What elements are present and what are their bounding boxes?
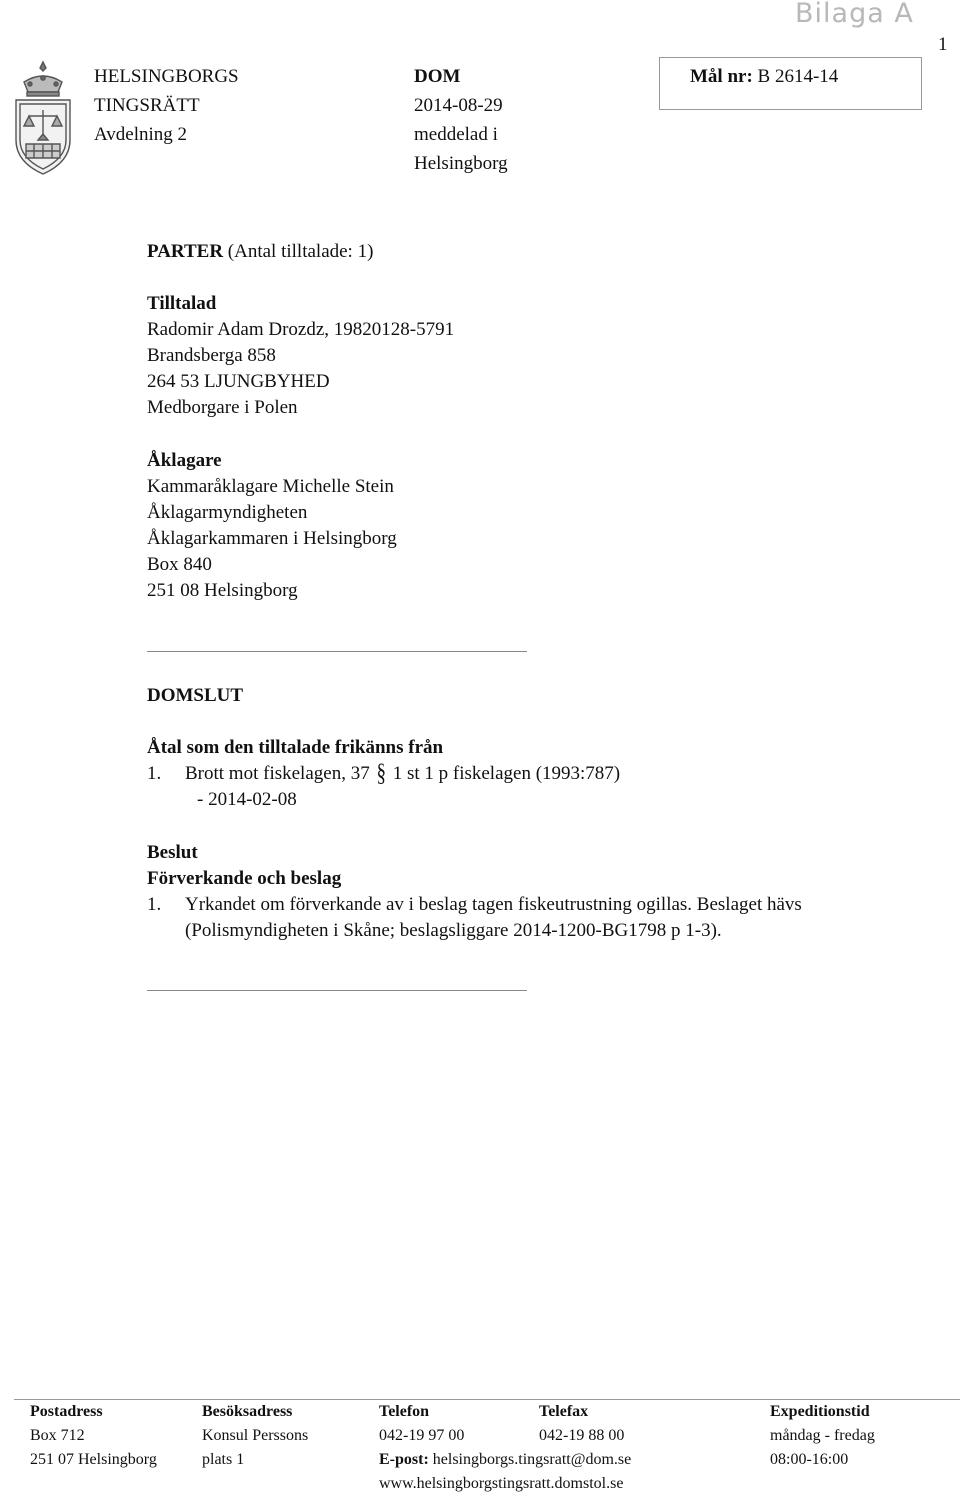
document-date: 2014-08-29 <box>414 95 503 116</box>
footer-label: Expeditionstid <box>770 1403 870 1420</box>
section-sign: § <box>376 759 386 788</box>
footer-email-link[interactable]: helsingborgs.tingsratt@dom.se <box>432 1451 632 1468</box>
acquittal-item-date: - 2014-02-08 <box>197 789 297 810</box>
footer-postadress <box>30 1400 157 1472</box>
footer-value: 042-19 97 00 <box>379 1427 465 1444</box>
section-divider <box>147 651 527 652</box>
forfeiture-item-line: (Polismyndigheten i Skåne; beslagsliggare 2014-1200-BG1798 p 1-3). <box>185 920 722 941</box>
footer-value: Box 712 <box>30 1427 85 1444</box>
footer-value: 042-19 88 00 <box>539 1427 625 1444</box>
footer-web-link[interactable]: www.helsingborgstingsratt.domstol.se <box>379 1475 624 1492</box>
footer-besoksadress <box>202 1400 308 1472</box>
court-division: Avdelning 2 <box>94 124 188 145</box>
document-issued-line: meddelad i <box>414 124 498 145</box>
acquittal-heading: Åtal som den tilltalade frikänns från <box>147 737 444 758</box>
defendant-line: Brandsberga 858 <box>147 345 276 366</box>
court-name-line1: HELSINGBORGS <box>94 66 239 87</box>
prosecutor-line: 251 08 Helsingborg <box>147 580 298 601</box>
defendant-line: 264 53 LJUNGBYHED <box>147 371 330 392</box>
footer-telefax <box>539 1400 624 1448</box>
footer-value: 08:00-16:00 <box>770 1451 849 1468</box>
document-type: DOM <box>414 66 461 87</box>
parter-heading: PARTER <box>147 241 224 262</box>
domslut-heading: DOMSLUT <box>147 685 244 706</box>
case-number-box <box>659 57 922 110</box>
forfeiture-item-number: 1. <box>147 894 162 915</box>
court-name-line2: TINGSRÄTT <box>94 95 200 116</box>
footer-value: måndag - fredag <box>770 1427 875 1444</box>
acquittal-item-text-a: Brott mot fiskelagen, 37 <box>185 763 370 784</box>
defendant-line: Medborgare i Polen <box>147 397 298 418</box>
defendant-heading: Tilltalad <box>147 293 217 314</box>
footer-value: Konsul Perssons <box>202 1427 309 1444</box>
forfeiture-item-line: Yrkandet om förverkande av i beslag tagen fiskeutrustning ogillas. Beslaget hävs <box>185 894 802 915</box>
acquittal-item-number: 1. <box>147 763 162 784</box>
defendant-line: Radomir Adam Drozdz, 19820128-5791 <box>147 319 455 340</box>
prosecutor-line: Kammaråklagare Michelle Stein <box>147 476 394 497</box>
prosecutor-heading: Åklagare <box>147 450 222 471</box>
prosecutor-line: Box 840 <box>147 554 212 575</box>
document-place: Helsingborg <box>414 153 508 174</box>
beslut-heading: Beslut <box>147 842 198 863</box>
court-crest-icon <box>10 58 76 178</box>
footer-expeditionstid <box>770 1400 875 1472</box>
page-number: 1 <box>938 34 948 55</box>
parter-count: (Antal tilltalade: 1) <box>227 241 374 262</box>
watermark-label: Bilaga A <box>795 0 914 29</box>
prosecutor-line: Åklagarkammaren i Helsingborg <box>147 528 397 549</box>
footer-label: Besöksadress <box>202 1403 293 1420</box>
acquittal-item-text <box>185 761 620 787</box>
forfeiture-heading: Förverkande och beslag <box>147 868 342 889</box>
footer-label: Telefax <box>539 1403 589 1420</box>
acquittal-item-text-b: 1 st 1 p fiskelagen (1993:787) <box>392 763 621 784</box>
case-number-value: B 2614-14 <box>757 66 839 87</box>
footer-label: Telefon <box>379 1403 430 1420</box>
court-name-block <box>94 62 239 149</box>
prosecutor-line: Åklagarmyndigheten <box>147 502 308 523</box>
footer-value: plats 1 <box>202 1451 245 1468</box>
parter-heading-line <box>147 239 373 265</box>
footer-value: 251 07 Helsingborg <box>30 1451 157 1468</box>
footer-email-label: E-post: <box>379 1451 429 1468</box>
footer-email-line <box>379 1448 631 1472</box>
footer-label: Postadress <box>30 1403 103 1420</box>
document-info-block <box>414 62 508 178</box>
case-number-label: Mål nr: <box>690 66 753 87</box>
section-divider <box>147 990 527 991</box>
